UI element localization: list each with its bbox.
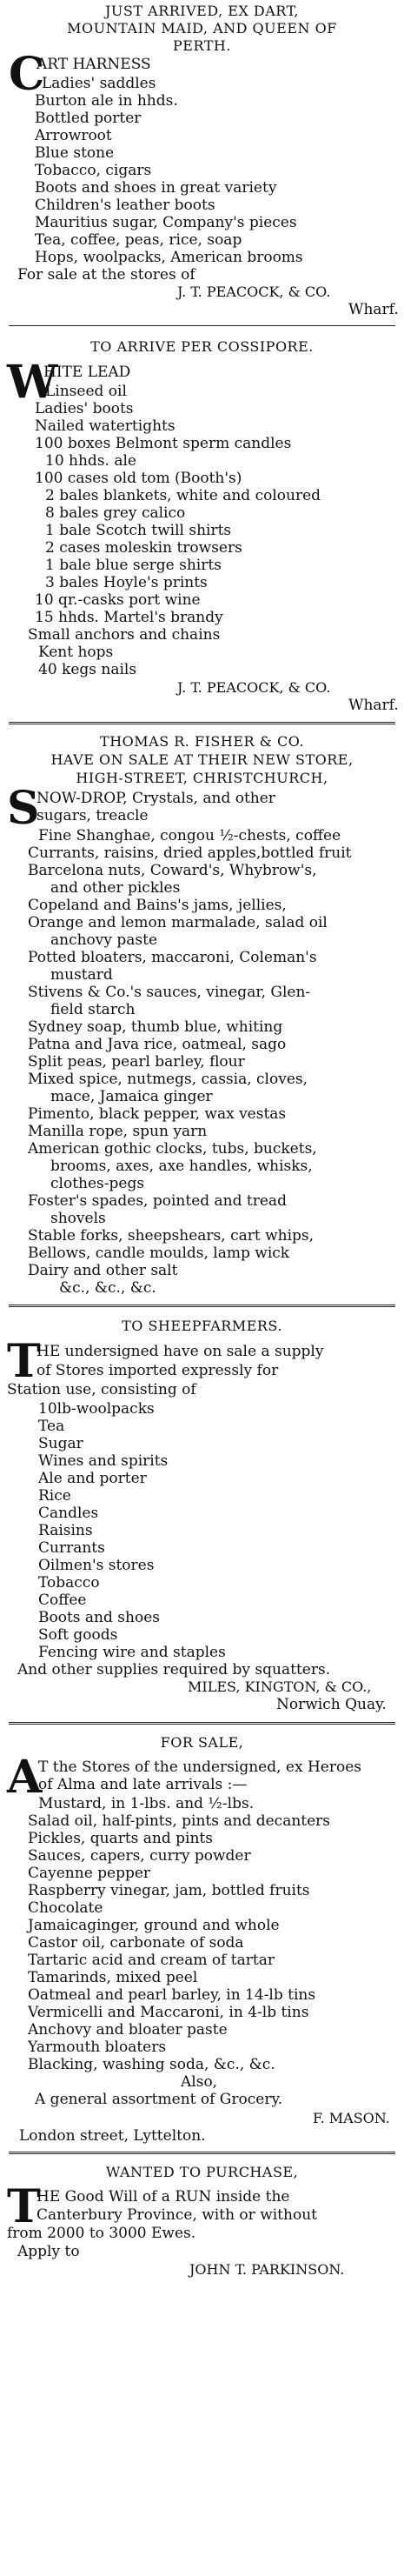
ad-item: Boots and shoes in great variety <box>35 179 277 197</box>
ad-item: Tobacco, cigars <box>35 162 152 179</box>
drop-cap: T <box>7 1335 41 1388</box>
ad-item: Currants <box>38 1539 105 1557</box>
ad-item: Tartaric acid and cream of tartar <box>28 1952 275 1969</box>
ad-item: Also, <box>181 2073 218 2091</box>
ad-item: clothes-pegs <box>50 1175 145 1192</box>
drop-cap: T <box>7 2180 41 2233</box>
ad-place: Wharf. <box>348 697 399 714</box>
ad-item: Nailed watertights <box>35 417 176 435</box>
ad-item: Tea <box>38 1418 65 1435</box>
ad-item: Barcelona nuts, Coward's, Whybrow's, <box>28 862 317 879</box>
drop-cap: W <box>7 356 58 409</box>
ad-item: Raisins <box>38 1522 93 1539</box>
ad-item: Tamarinds, mixed peel <box>28 1969 198 1986</box>
ad-item: 1 bale Scotch twill shirts <box>45 522 232 539</box>
ad-header-line: THOMAS R. FISHER & CO. <box>100 733 304 750</box>
ad-item: Manilla rope, spun yarn <box>28 1123 208 1140</box>
ad-header-line: TO SHEEPFARMERS. <box>122 1318 282 1334</box>
ad-item: Castor oil, carbonate of soda <box>28 1934 244 1952</box>
ad-item: Ladies' saddles <box>42 75 156 92</box>
ad-item: Fine Shanghae, congou ½-chests, coffee <box>38 827 341 844</box>
ad-item: 100 boxes Belmont sperm candles <box>35 435 292 452</box>
divider-rule <box>9 1722 395 1725</box>
ad-lead-text: NOW-DROP, Crystals, and other <box>36 790 275 807</box>
ad-signature: F. MASON. <box>313 2110 390 2126</box>
ad-place: London street, Lyttelton. <box>19 2127 206 2145</box>
ad-lead-text: HE undersigned have on sale a supply <box>36 1343 324 1360</box>
ad-item: Ladies' boots <box>35 400 134 417</box>
ad-lead-text: of Stores imported expressly for <box>36 1362 279 1379</box>
ad-closing: For sale at the stores of <box>17 266 195 284</box>
ad-item: Dairy and other salt <box>28 1262 178 1279</box>
ad-item: Bottled porter <box>35 110 142 127</box>
drop-cap: C <box>9 48 45 101</box>
ad-lead-text: HE Good Will of a RUN inside the <box>36 2188 290 2206</box>
ad-item: mustard <box>50 966 113 984</box>
ad-item: Tobacco <box>38 1574 100 1592</box>
ad-signature: JOHN T. PARKINSON. <box>189 2261 345 2278</box>
ad-header-line: JUST ARRIVED, EX DART, <box>105 3 299 19</box>
ad-item: American gothic clocks, tubs, buckets, <box>28 1140 317 1158</box>
ad-item: anchovy paste <box>50 931 158 949</box>
ad-lead-text: T the Stores of the undersigned, ex Heroes <box>38 1758 361 1776</box>
ad-header-line: HIGH-STREET, CHRISTCHURCH, <box>76 770 328 786</box>
ad-item: Coffee <box>38 1592 87 1609</box>
ad-item: Blue stone <box>35 144 115 162</box>
divider-rule <box>9 1305 395 1307</box>
ad-item: Split peas, pearl barley, flour <box>28 1053 245 1071</box>
ad-item: Kent hops <box>38 644 114 661</box>
divider-rule <box>9 722 395 724</box>
ad-lead-text: Canterbury Province, with or without <box>36 2206 317 2224</box>
ad-item: Vermicelli and Maccaroni, in 4-lb tins <box>28 2004 309 2021</box>
ad-place: Norwich Quay. <box>276 1696 387 1713</box>
ad-item: Wines and spirits <box>38 1452 169 1470</box>
ad-item: Children's leather boots <box>35 197 215 214</box>
ad-signature: J. T. PEACOCK, & CO. <box>177 284 331 300</box>
ad-item: Mustard, in 1-lbs. and ½-lbs. <box>38 1795 255 1812</box>
ad-item: field starch <box>50 1001 136 1018</box>
ad-signature: J. T. PEACOCK, & CO. <box>177 679 331 696</box>
ad-header-line: TO ARRIVE PER COSSIPORE. <box>90 338 314 355</box>
ad-item: 2 bales blankets, white and coloured <box>45 487 321 504</box>
divider-rule <box>9 325 395 326</box>
ad-header-line: HAVE ON SALE AT THEIR NEW STORE, <box>50 751 354 768</box>
ad-item: 15 hhds. Martel's brandy <box>35 609 223 626</box>
ad-closing: Apply to <box>17 2243 80 2260</box>
ad-item: Cayenne pepper <box>28 1865 151 1882</box>
ad-item: Sugar <box>38 1435 83 1452</box>
ad-item: and other pickles <box>50 879 181 897</box>
ad-lead-text: Station use, consisting of <box>7 1381 196 1398</box>
ad-item: Jamaicaginger, ground and whole <box>28 1917 280 1934</box>
ad-item: shovels <box>50 1210 106 1227</box>
ad-item: Stivens & Co.'s sauces, vinegar, Glen- <box>28 984 311 1001</box>
ad-item: Stable forks, sheepshears, cart whips, <box>28 1227 315 1245</box>
ad-lead-text: HITE LEAD <box>43 364 131 381</box>
ad-item: Salad oil, half-pints, pints and decanters <box>28 1812 331 1830</box>
ad-signature: MILES, KINGTON, & CO., <box>188 1678 372 1695</box>
ad-header-line: FOR SALE, <box>160 1734 244 1751</box>
ad-item: Soft goods <box>38 1626 118 1644</box>
ad-header-line: WANTED TO PURCHASE, <box>105 2164 299 2180</box>
ad-item: mace, Jamaica ginger <box>50 1088 213 1105</box>
ad-item: &c., &c., &c. <box>59 1279 156 1297</box>
ad-lead-text: sugars, treacle <box>36 807 149 824</box>
ad-item: 1 bale blue serge shirts <box>45 557 222 574</box>
divider-rule <box>9 2152 395 2154</box>
ad-item: 3 bales Hoyle's prints <box>45 574 208 591</box>
ad-item: 40 kegs nails <box>38 661 137 678</box>
ad-item: Currants, raisins, dried apples,bottled fruit <box>28 844 352 862</box>
ad-item: 2 cases moleskin trowsers <box>45 539 242 557</box>
ad-item: 10 hhds. ale <box>45 452 136 470</box>
ad-item: Potted bloaters, maccaroni, Coleman's <box>28 949 317 966</box>
ad-item: Pimento, black pepper, wax vestas <box>28 1105 287 1123</box>
ad-item: 10lb-woolpacks <box>38 1400 155 1418</box>
ad-item: Linseed oil <box>45 383 127 400</box>
ad-lead-text: ART HARNESS <box>36 56 151 73</box>
ad-lead-text: of Alma and late arrivals :— <box>38 1776 248 1793</box>
drop-cap: S <box>7 782 40 835</box>
ad-item: Arrowroot <box>35 127 112 144</box>
ad-item: Candles <box>38 1505 99 1522</box>
ad-item: Bellows, candle moulds, lamp wick <box>28 1245 290 1262</box>
ad-item: Chocolate <box>28 1899 103 1917</box>
ad-closing: And other supplies required by squatters. <box>17 1661 331 1678</box>
ad-item: Sauces, capers, curry powder <box>28 1847 251 1865</box>
ad-item: 100 cases old tom (Booth's) <box>35 470 242 487</box>
ad-item: Anchovy and bloater paste <box>28 2021 228 2039</box>
ad-item: Sydney soap, thumb blue, whiting <box>28 1018 283 1036</box>
ad-item: Blacking, washing soda, &c., &c. <box>28 2056 275 2073</box>
ad-item: Hops, woolpacks, American brooms <box>35 249 303 266</box>
ad-item: Mauritius sugar, Company's pieces <box>35 214 297 231</box>
ad-header-line: PERTH. <box>173 37 231 54</box>
ad-place: Wharf. <box>348 301 399 318</box>
ad-item: brooms, axes, axe handles, whisks, <box>50 1158 313 1175</box>
ad-item: Copeland and Bains's jams, jellies, <box>28 897 287 914</box>
ad-item: Burton ale in hhds. <box>35 92 178 110</box>
drop-cap: A <box>7 1751 43 1804</box>
ad-item: Yarmouth bloaters <box>28 2039 167 2056</box>
ad-item: Mixed spice, nutmegs, cassia, cloves, <box>28 1071 308 1088</box>
ad-item: Patna and Java rice, oatmeal, sago <box>28 1036 287 1053</box>
ad-item: Foster's spades, pointed and tread <box>28 1192 287 1210</box>
ad-item: Tea, coffee, peas, rice, soap <box>35 231 242 249</box>
ad-item: Raspberry vinegar, jam, bottled fruits <box>28 1882 310 1899</box>
ad-item: Oilmen's stores <box>38 1557 155 1574</box>
ad-header-line: MOUNTAIN MAID, AND QUEEN OF <box>67 20 337 37</box>
ad-item: 8 bales grey calico <box>45 504 186 522</box>
ad-item: Boots and shoes <box>38 1609 160 1626</box>
ad-item: Oatmeal and pearl barley, in 14-lb tins <box>28 1986 316 2004</box>
ad-item: A general assortment of Grocery. <box>35 2091 283 2108</box>
ad-item: Ale and porter <box>38 1470 147 1487</box>
ad-item: Rice <box>38 1487 71 1505</box>
ad-lead-text: from 2000 to 3000 Ewes. <box>7 2225 196 2242</box>
ad-item: Orange and lemon marmalade, salad oil <box>28 914 328 931</box>
ad-item: Pickles, quarts and pints <box>28 1830 213 1847</box>
ad-item: 10 qr.-casks port wine <box>35 591 201 609</box>
ad-item: Fencing wire and staples <box>38 1644 226 1661</box>
ad-item: Small anchors and chains <box>28 626 221 644</box>
